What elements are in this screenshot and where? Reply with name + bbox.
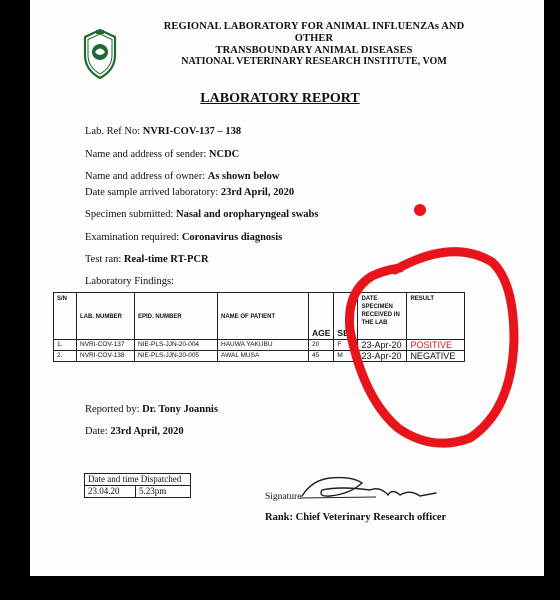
exam-line (85, 232, 282, 243)
header-date-received: DATE SPECIMEN RECEIVED IN THE LAB (358, 293, 407, 340)
cell-date: 23-Apr-20 (358, 340, 407, 351)
reported-by-label: Reported by: (85, 404, 140, 415)
test-label: Test ran: (85, 254, 122, 265)
header-sn: S/N (54, 293, 77, 340)
lab-ref-label: Lab. Ref No: (85, 126, 141, 137)
lab-name-line-2: TRANSBOUNDARY ANIMAL DISEASES (215, 45, 413, 56)
institute-heading: NATIONAL VETERINARY RESEARCH INSTITUTE, VOM (181, 56, 447, 67)
table-header-row (54, 293, 465, 340)
cell-lab-number: NVRI-COV-138 (77, 351, 135, 362)
exam-value: Coronavirus diagnosis (181, 232, 283, 243)
dispatch-header: Date and time Dispatched (85, 474, 191, 486)
cell-sn: 1. (54, 340, 77, 351)
header-epid-number: EPID. NUMBER (135, 293, 218, 340)
dispatch-box (84, 473, 191, 498)
findings-table (53, 292, 465, 362)
header-sex: SEX (334, 293, 358, 340)
specimen-line (85, 209, 318, 220)
lab-name-heading (144, 21, 484, 57)
header-result: RESULT (407, 293, 465, 340)
exam-label: Examination required: (85, 232, 180, 243)
signature-label: Signature (265, 492, 302, 502)
lab-ref-line (85, 126, 241, 137)
bottom-band (0, 576, 560, 600)
table-row (54, 340, 465, 351)
rank-line (265, 512, 446, 523)
cell-patient-name: AWAL MUSA (218, 351, 309, 362)
findings-label: Laboratory Findings: (85, 276, 174, 287)
dispatch-time: 5.23pm (136, 486, 191, 498)
cell-lab-number: NVRI-COV-137 (77, 340, 135, 351)
cell-patient-name: HAUWA YAKUBU (218, 340, 309, 351)
sender-value: NCDC (208, 149, 240, 160)
dispatch-date: 23.04.20 (85, 486, 136, 498)
cell-result-negative: NEGATIVE (407, 351, 465, 362)
arrival-line (85, 187, 294, 198)
header-patient-name: NAME OF PATIENT (218, 293, 309, 340)
test-line (85, 254, 209, 265)
reported-by-value: Dr. Tony Joannis (142, 404, 218, 415)
cell-sex: M (334, 351, 358, 362)
reported-by-line (85, 404, 218, 415)
report-title: LABORATORY REPORT (200, 91, 360, 106)
lab-ref-value: NVRI-COV-137 – 138 (142, 126, 242, 137)
rank-value: Chief Veterinary Research officer (295, 512, 447, 523)
owner-label: Name and address of owner: (85, 171, 206, 182)
specimen-label: Specimen submitted: (85, 209, 174, 220)
cell-result-positive: POSITIVE (407, 340, 465, 351)
header-lab-number: LAB. NUMBER (77, 293, 135, 340)
nvri-logo-icon (80, 28, 120, 80)
cell-age: 45 (309, 351, 334, 362)
table-row (54, 351, 465, 362)
cell-sn: 2. (54, 351, 77, 362)
lab-name-line-1: REGIONAL LABORATORY FOR ANIMAL INFLUENZAs AND OTHER (163, 21, 465, 44)
arrival-label: Date sample arrived laboratory: (85, 187, 219, 198)
test-value: Real-time RT-PCR (123, 254, 209, 265)
date-label: Date: (85, 426, 108, 437)
owner-line (85, 171, 280, 182)
date-value: 23rd April, 2020 (110, 426, 184, 437)
header-age: AGE (309, 293, 334, 340)
cell-epid-number: NIE-PLS-JJN-20-005 (135, 351, 218, 362)
arrival-value: 23rd April, 2020 (220, 187, 295, 198)
cell-age: 20 (309, 340, 334, 351)
cell-epid-number: NIE-PLS-JJN-20-004 (135, 340, 218, 351)
sender-label: Name and address of sender: (85, 149, 207, 160)
cell-date: 23-Apr-20 (358, 351, 407, 362)
cell-sex: F (334, 340, 358, 351)
date-line (85, 426, 184, 437)
rank-label: Rank: (265, 512, 294, 523)
owner-value: As shown below (207, 171, 280, 182)
sender-line (85, 149, 239, 160)
specimen-value: Nasal and oropharyngeal swabs (176, 209, 319, 220)
